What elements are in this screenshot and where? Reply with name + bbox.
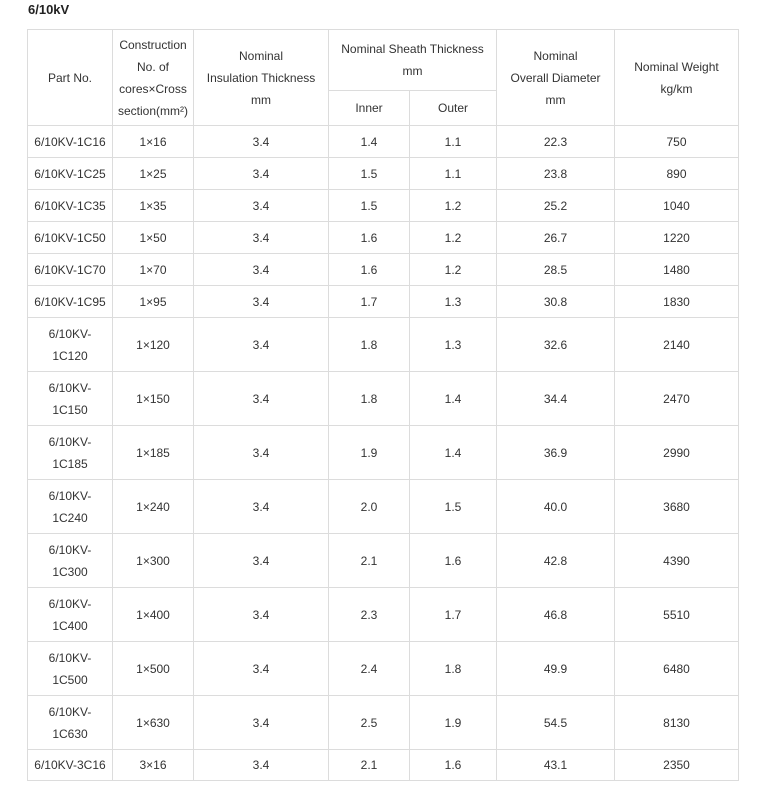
cell-part-no: 6/10KV- 1C240: [28, 480, 113, 534]
header-part-no: Part No.: [28, 30, 113, 126]
cell-sheath-outer: 1.3: [410, 286, 497, 318]
table-row: [28, 588, 739, 642]
cell-sheath-inner: 1.7: [329, 286, 410, 318]
cell-part-no: 6/10KV- 1C630: [28, 696, 113, 750]
cell-insulation: 3.4: [194, 750, 329, 781]
table-row: [28, 126, 739, 158]
cell-diameter: 28.5: [497, 254, 615, 286]
cell-diameter: 54.5: [497, 696, 615, 750]
cell-diameter: 26.7: [497, 222, 615, 254]
header-weight: Nominal Weight kg/km: [615, 30, 739, 126]
cell-sheath-inner: 1.9: [329, 426, 410, 480]
cell-diameter: 36.9: [497, 426, 615, 480]
cell-sheath-outer: 1.5: [410, 480, 497, 534]
cell-insulation: 3.4: [194, 372, 329, 426]
cell-diameter: 42.8: [497, 534, 615, 588]
cell-weight: 5510: [615, 588, 739, 642]
cell-sheath-outer: 1.2: [410, 190, 497, 222]
cell-construction: 1×150: [113, 372, 194, 426]
cell-sheath-inner: 2.4: [329, 642, 410, 696]
cell-construction: 1×70: [113, 254, 194, 286]
cell-construction: 1×300: [113, 534, 194, 588]
table-row: [28, 158, 739, 190]
table-row: [28, 426, 739, 480]
cell-sheath-outer: 1.6: [410, 750, 497, 781]
cell-construction: 1×120: [113, 318, 194, 372]
cell-insulation: 3.4: [194, 254, 329, 286]
cell-weight: 8130: [615, 696, 739, 750]
cell-insulation: 3.4: [194, 318, 329, 372]
cell-sheath-outer: 1.2: [410, 254, 497, 286]
cell-sheath-inner: 1.6: [329, 254, 410, 286]
cell-weight: 1830: [615, 286, 739, 318]
cell-weight: 2140: [615, 318, 739, 372]
cell-sheath-outer: 1.1: [410, 158, 497, 190]
cell-weight: 6480: [615, 642, 739, 696]
cell-sheath-outer: 1.7: [410, 588, 497, 642]
table-row: [28, 190, 739, 222]
cell-insulation: 3.4: [194, 426, 329, 480]
cell-sheath-outer: 1.2: [410, 222, 497, 254]
cell-weight: 4390: [615, 534, 739, 588]
cell-diameter: 32.6: [497, 318, 615, 372]
cell-insulation: 3.4: [194, 534, 329, 588]
header-construction: Construction No. of cores×Cross section(mm²): [113, 30, 194, 126]
header-sheath-outer: Outer: [410, 91, 497, 126]
section-title: 6/10kV: [28, 2, 70, 17]
cell-weight: 1220: [615, 222, 739, 254]
cell-sheath-outer: 1.8: [410, 642, 497, 696]
cell-construction: 1×16: [113, 126, 194, 158]
cell-insulation: 3.4: [194, 190, 329, 222]
cell-insulation: 3.4: [194, 158, 329, 190]
cell-construction: 1×185: [113, 426, 194, 480]
cell-part-no: 6/10KV- 1C185: [28, 426, 113, 480]
table-row: [28, 534, 739, 588]
cell-sheath-inner: 2.0: [329, 480, 410, 534]
cell-sheath-inner: 1.6: [329, 222, 410, 254]
cell-construction: 1×35: [113, 190, 194, 222]
table-row: [28, 480, 739, 534]
cell-sheath-outer: 1.9: [410, 696, 497, 750]
cell-construction: 1×95: [113, 286, 194, 318]
cell-diameter: 34.4: [497, 372, 615, 426]
cell-weight: 750: [615, 126, 739, 158]
cell-insulation: 3.4: [194, 222, 329, 254]
cell-part-no: 6/10KV- 1C120: [28, 318, 113, 372]
cell-part-no: 6/10KV- 1C150: [28, 372, 113, 426]
cell-sheath-outer: 1.6: [410, 534, 497, 588]
cell-sheath-inner: 2.5: [329, 696, 410, 750]
table-row: [28, 372, 739, 426]
cable-spec-table: [27, 29, 739, 781]
cell-sheath-outer: 1.3: [410, 318, 497, 372]
cell-part-no: 6/10KV-1C70: [28, 254, 113, 286]
cell-insulation: 3.4: [194, 480, 329, 534]
cell-sheath-outer: 1.4: [410, 372, 497, 426]
cell-sheath-inner: 2.1: [329, 750, 410, 781]
cell-sheath-inner: 1.8: [329, 372, 410, 426]
header-insulation-thickness: Nominal Insulation Thickness mm: [194, 30, 329, 126]
table-row: [28, 222, 739, 254]
cell-part-no: 6/10KV- 1C500: [28, 642, 113, 696]
cell-diameter: 46.8: [497, 588, 615, 642]
cell-insulation: 3.4: [194, 642, 329, 696]
cell-insulation: 3.4: [194, 588, 329, 642]
cell-construction: 3×16: [113, 750, 194, 781]
cell-weight: 2350: [615, 750, 739, 781]
cell-construction: 1×400: [113, 588, 194, 642]
table-row: [28, 286, 739, 318]
cell-weight: 3680: [615, 480, 739, 534]
header-sheath-inner: Inner: [329, 91, 410, 126]
cell-construction: 1×500: [113, 642, 194, 696]
table-header: [28, 30, 739, 126]
cell-part-no: 6/10KV-1C50: [28, 222, 113, 254]
cell-diameter: 40.0: [497, 480, 615, 534]
table-row: [28, 696, 739, 750]
cell-part-no: 6/10KV-1C35: [28, 190, 113, 222]
cell-part-no: 6/10KV-3C16: [28, 750, 113, 781]
cell-weight: 2470: [615, 372, 739, 426]
cell-sheath-inner: 2.1: [329, 534, 410, 588]
cell-sheath-inner: 1.4: [329, 126, 410, 158]
cell-construction: 1×630: [113, 696, 194, 750]
cell-sheath-inner: 1.5: [329, 190, 410, 222]
cell-construction: 1×25: [113, 158, 194, 190]
cell-sheath-inner: 2.3: [329, 588, 410, 642]
table-row: [28, 750, 739, 781]
cell-diameter: 25.2: [497, 190, 615, 222]
table-row: [28, 254, 739, 286]
cell-part-no: 6/10KV-1C95: [28, 286, 113, 318]
cell-part-no: 6/10KV-1C16: [28, 126, 113, 158]
cell-part-no: 6/10KV- 1C300: [28, 534, 113, 588]
cell-diameter: 30.8: [497, 286, 615, 318]
cell-insulation: 3.4: [194, 286, 329, 318]
cell-weight: 2990: [615, 426, 739, 480]
cell-sheath-inner: 1.5: [329, 158, 410, 190]
cell-sheath-outer: 1.1: [410, 126, 497, 158]
cell-weight: 1480: [615, 254, 739, 286]
cell-construction: 1×240: [113, 480, 194, 534]
cell-diameter: 22.3: [497, 126, 615, 158]
cell-weight: 890: [615, 158, 739, 190]
cell-diameter: 43.1: [497, 750, 615, 781]
table-row: [28, 642, 739, 696]
cell-part-no: 6/10KV- 1C400: [28, 588, 113, 642]
cell-insulation: 3.4: [194, 126, 329, 158]
cell-part-no: 6/10KV-1C25: [28, 158, 113, 190]
cell-sheath-outer: 1.4: [410, 426, 497, 480]
cell-diameter: 23.8: [497, 158, 615, 190]
cell-construction: 1×50: [113, 222, 194, 254]
cell-insulation: 3.4: [194, 696, 329, 750]
cell-weight: 1040: [615, 190, 739, 222]
cell-sheath-inner: 1.8: [329, 318, 410, 372]
cell-diameter: 49.9: [497, 642, 615, 696]
table-body: [28, 126, 739, 781]
table-row: [28, 318, 739, 372]
header-overall-diameter: Nominal Overall Diameter mm: [497, 30, 615, 126]
header-sheath-thickness: Nominal Sheath Thickness mm: [329, 30, 497, 91]
